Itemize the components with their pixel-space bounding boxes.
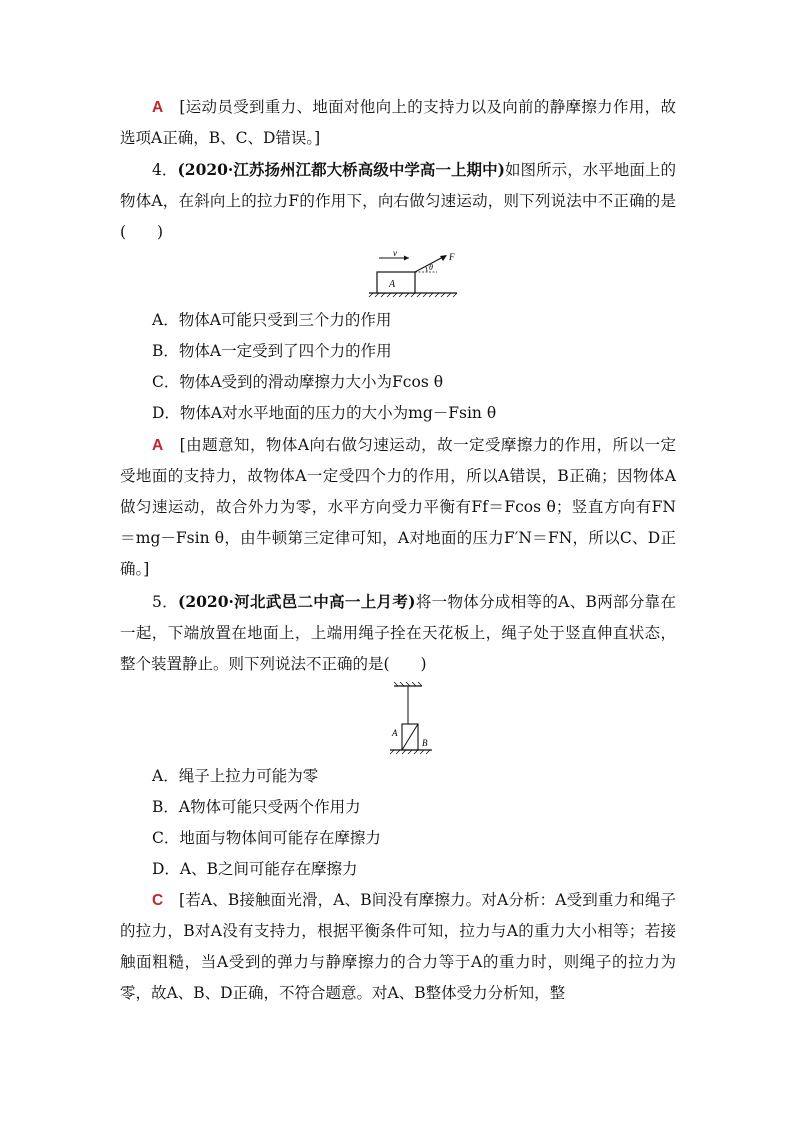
figure-hanging-block — [380, 682, 440, 758]
answer-letter: A — [152, 99, 164, 116]
question-stem: 如图所示，水平地面上的物体A，在斜向上的拉力F的作用下，向右做匀速运动，则下列说法中不正确的是( ) — [120, 161, 676, 241]
answer-explanation: [运动员受到重力、地面对他向上的支持力以及向前的静摩擦力作用，故选项A正确，B、C、D错误。] — [120, 98, 676, 147]
figure-label-velocity: v — [393, 248, 397, 258]
q5-answer-block — [120, 885, 676, 1009]
q4-answer-block — [120, 430, 676, 585]
q4-option-c: C．物体A受到的滑动摩擦力大小为Fcos θ — [152, 373, 444, 391]
question-number: 5． — [152, 593, 178, 611]
figure-label-angle: θ — [429, 263, 433, 272]
answer-letter: C — [152, 892, 164, 909]
answer-letter: A — [152, 437, 164, 454]
question-5 — [120, 586, 676, 680]
question-number: 4． — [152, 161, 178, 179]
answer-block-prev — [120, 92, 676, 154]
figure-label-a: A — [392, 728, 398, 738]
answer-explanation: [若A、B接触面光滑，A、B间没有摩擦力。对A分析：A受到重力和绳子的拉力，B对A没有支持力，根据平衡条件可知，拉力与A的重力大小相等；若接触面粗糙，当A受到的弹力与静摩擦力的合力等于A的重力时，则绳子的拉力为零，故A、B、D正确，不符合题意。对A、B整体受力分析知，整 — [120, 891, 676, 1002]
figure-label-block: A — [389, 279, 396, 290]
figure-block-on-ground — [365, 248, 465, 298]
figure-label-b: B — [422, 738, 428, 748]
q5-option-a: A．绳子上拉力可能为零 — [152, 767, 319, 785]
answer-explanation: [由题意知，物体A向右做匀速运动，故一定受摩擦力的作用，所以一定受地面的支持力，故物体A一定受四个力的作用，所以A错误，B正确；因物体A做匀速运动，故合外力为零，水平方向受力平衡有Ff＝Fcos θ；竖直方向有FN＝mg－Fsin θ，由牛顿第三定律可知，A对地面的压力F′N＝FN，所以C、D正确。] — [120, 436, 676, 578]
question-4 — [120, 154, 676, 248]
q4-option-a: A．物体A可能只受到三个力的作用 — [152, 311, 392, 329]
question-source: (2020·江苏扬州江都大桥高级中学高一上期中) — [177, 160, 505, 179]
q5-option-d: D．A、B之间可能存在摩擦力 — [152, 860, 358, 878]
q4-option-d: D．物体A对水平地面的压力的大小为mg－Fsin θ — [152, 404, 497, 422]
q5-option-b: B．A物体可能只受两个作用力 — [152, 798, 361, 816]
q4-option-b: B．物体A一定受到了四个力的作用 — [152, 342, 392, 360]
q5-option-c: C．地面与物体间可能存在摩擦力 — [152, 829, 381, 847]
question-source: (2020·河北武邑二中高一上月考) — [178, 592, 416, 611]
question-stem: 将一物体分成相等的A、B两部分靠在一起，下端放置在地面上，上端用绳子拴在天花板上，绳子处于竖直伸直状态，整个装置静止。则下列说法不正确的是( ) — [120, 593, 676, 673]
figure-label-force: F — [449, 252, 455, 262]
